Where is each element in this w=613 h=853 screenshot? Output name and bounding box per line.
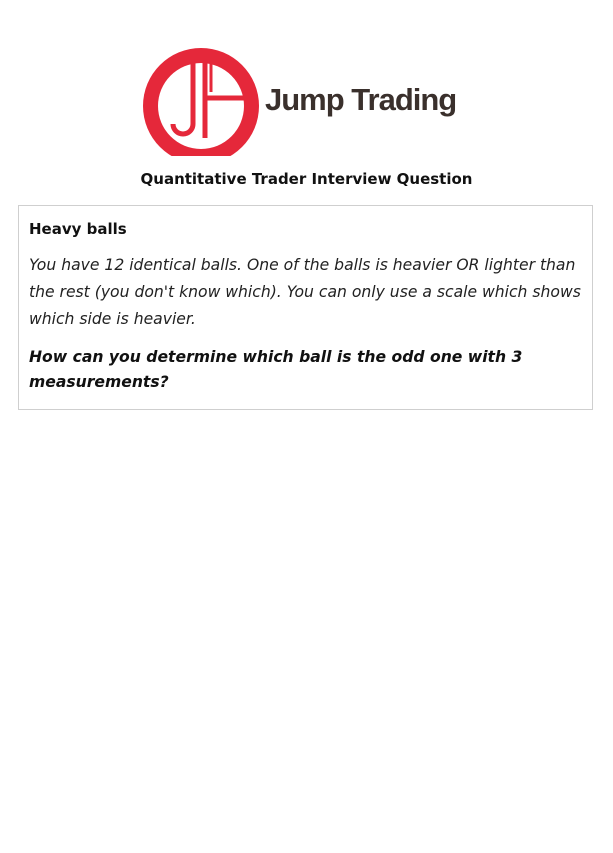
brand-name: Jump Trading [265,82,457,117]
page-subtitle: Quantitative Trader Interview Question [140,170,473,188]
jump-trading-logo [141,46,471,156]
jump-trading-logo-mark-icon [141,46,261,156]
question-card [18,205,593,410]
question-title: Heavy balls [29,220,127,238]
question-prompt: How can you determine which ball is the odd one with 3 measurements? [29,348,523,391]
question-body: You have 12 identical balls. One of the balls is heavier OR lighter than the rest (you don't know which). You can only use a scale which shows which side is heavier. [29,256,581,328]
